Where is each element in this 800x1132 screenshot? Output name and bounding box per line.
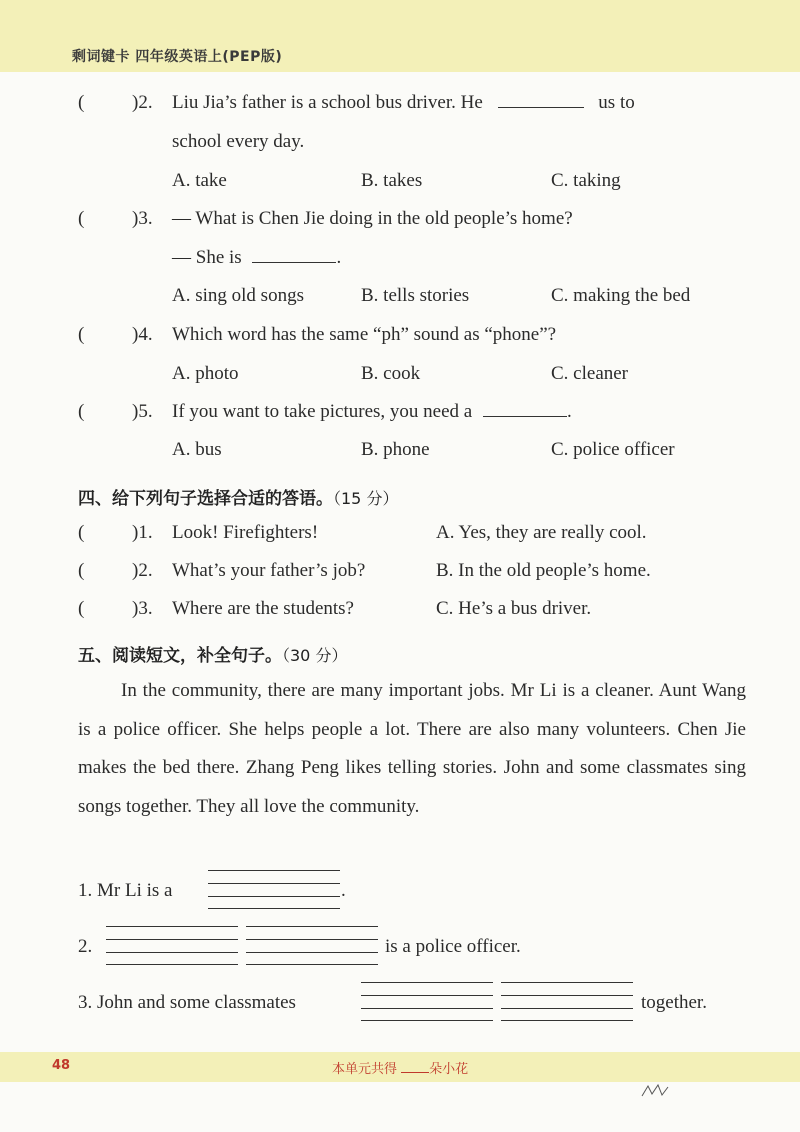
question-text: If you want to take pictures, you need a [172, 401, 473, 422]
footer-text-a: 本单元共得 [332, 1062, 398, 1077]
option-b: B. phone [361, 439, 430, 460]
writing-line [361, 982, 493, 983]
question-4-text: Which word has the same “ph” sound as “phone”? [172, 324, 557, 345]
writing-line [246, 964, 378, 965]
question-number: )5. [132, 401, 153, 422]
flower-doodle-icon [640, 1080, 700, 1100]
fill-item-3-suffix: together. [641, 992, 707, 1013]
question-5-text [172, 401, 572, 423]
section-score: （15 分） [333, 489, 399, 508]
question-text-end: . [336, 247, 342, 268]
writing-line[interactable] [361, 1008, 493, 1009]
writing-line[interactable] [106, 952, 238, 953]
option-c: C. making the bed [551, 285, 691, 306]
writing-line[interactable] [501, 1008, 633, 1009]
question-2-text [172, 92, 635, 114]
option-a: A. take [172, 170, 227, 191]
fill-item-2-prefix: 2. [78, 936, 93, 957]
question-2-line2: school every day. [172, 131, 305, 152]
fill-item-3-prefix: 3. John and some classmates [78, 992, 296, 1013]
section-score: （30 分） [282, 646, 348, 665]
fill-item-1-prefix: 1. Mr Li is a [78, 880, 173, 901]
match-answer: B. In the old people’s home. [436, 560, 651, 581]
footer-text-b: 朵小花 [429, 1062, 469, 1077]
question-number: )1. [132, 522, 153, 543]
writing-line [361, 995, 493, 996]
question-text-end: us to [598, 92, 635, 113]
option-b: B. takes [361, 170, 423, 191]
fill-item-2-suffix: is a police officer. [385, 936, 521, 957]
writing-line [501, 995, 633, 996]
option-c: C. taking [551, 170, 621, 191]
question-3-line2 [172, 247, 341, 269]
answer-paren-left: ( [78, 324, 85, 345]
writing-line[interactable] [208, 896, 340, 897]
answer-blank[interactable] [498, 106, 584, 108]
reading-passage [78, 672, 746, 826]
answer-blank[interactable] [252, 261, 336, 263]
answer-paren-left: ( [78, 401, 85, 422]
answer-paren-left: ( [78, 208, 85, 229]
question-text-end: . [566, 401, 572, 422]
match-question: Where are the students? [172, 598, 354, 619]
option-b: B. tells stories [361, 285, 470, 306]
question-number: )4. [132, 324, 153, 345]
question-number: )3. [132, 208, 153, 229]
option-a: A. bus [172, 439, 222, 460]
answer-paren-left: ( [78, 92, 85, 113]
answer-paren-left: ( [78, 598, 85, 619]
header-title: 剩词键卡 四年级英语上(PEP版) [72, 49, 283, 65]
section-5-heading [78, 641, 347, 666]
writing-line [106, 939, 238, 940]
section-title: 五、阅读短文，补全句子。 [78, 646, 282, 666]
answer-paren-left: ( [78, 522, 85, 543]
option-b: B. cook [361, 363, 421, 384]
question-number: )2. [132, 92, 153, 113]
option-a: A. sing old songs [172, 285, 304, 306]
answer-blank[interactable] [483, 415, 567, 417]
writing-line [246, 926, 378, 927]
option-c: C. police officer [551, 439, 675, 460]
writing-line [208, 870, 340, 871]
question-number: )2. [132, 560, 153, 581]
question-3-text: — What is Chen Jie doing in the old people’s home? [172, 208, 573, 229]
writing-line [361, 1020, 493, 1021]
section-4-heading [78, 484, 398, 509]
option-c: C. cleaner [551, 363, 629, 384]
answer-paren-left: ( [78, 560, 85, 581]
footer-score-text [332, 1058, 468, 1077]
writing-line[interactable] [246, 952, 378, 953]
writing-line [208, 908, 340, 909]
question-number: )3. [132, 598, 153, 619]
match-question: Look! Firefighters! [172, 522, 319, 543]
match-answer: A. Yes, they are really cool. [436, 522, 647, 543]
writing-line [246, 939, 378, 940]
question-text: Liu Jia’s father is a school bus driver. He [172, 92, 483, 113]
question-text: — She is [172, 247, 242, 268]
writing-line [501, 982, 633, 983]
section-title: 四、给下列句子选择合适的答语。 [78, 489, 333, 509]
match-answer: C. He’s a bus driver. [436, 598, 592, 619]
fill-item-1-suffix: . [341, 880, 346, 901]
writing-line [208, 883, 340, 884]
page-number: 48 [52, 1058, 71, 1073]
option-a: A. photo [172, 363, 239, 384]
writing-line [106, 926, 238, 927]
passage-text: In the community, there are many important jobs. Mr Li is a cleaner. Aunt Wang is a police officer. She helps people a lot. There are also many volunteers. Chen Jie makes the bed there. Zhang Peng likes telling stories. John and some classmates sing songs together. They all love the community. [78, 680, 746, 817]
writing-line [501, 1020, 633, 1021]
match-question: What’s your father’s job? [172, 560, 366, 581]
flower-count-blank[interactable] [401, 1072, 429, 1073]
writing-line [106, 964, 238, 965]
